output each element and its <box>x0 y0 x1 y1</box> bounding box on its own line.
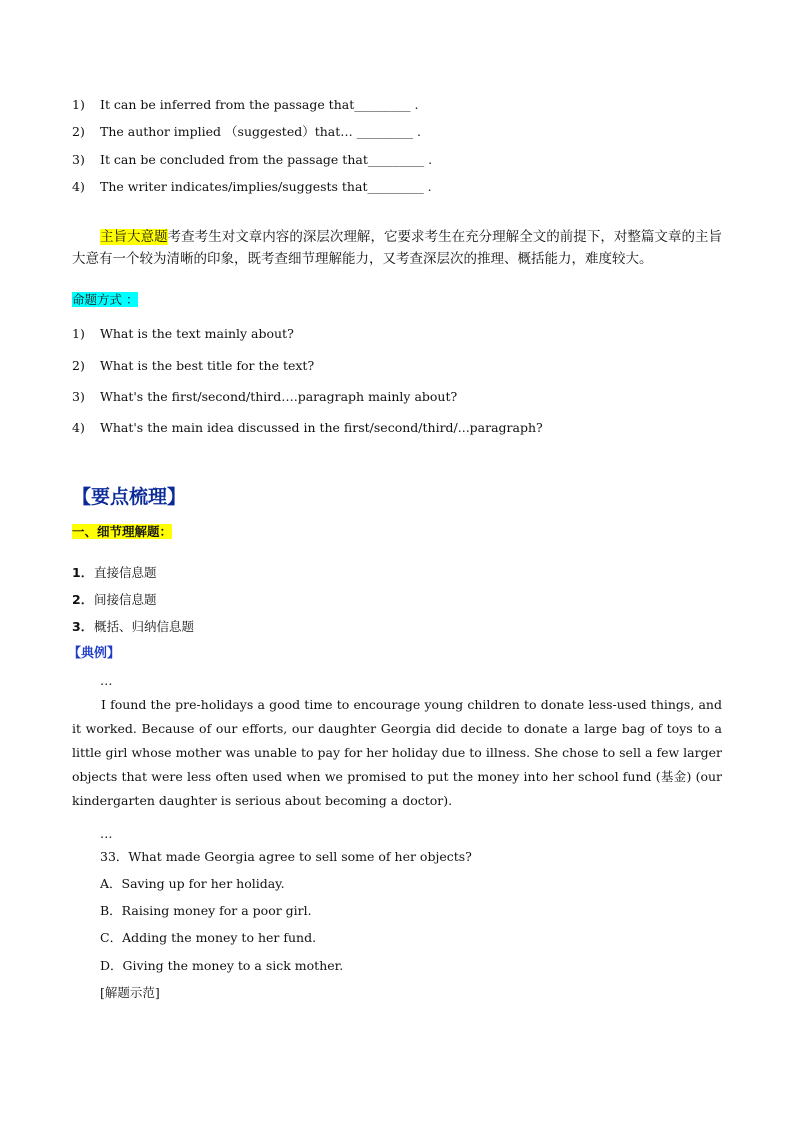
list-number: 3) <box>72 389 85 404</box>
list-number: 2) <box>72 124 85 139</box>
list-item <box>72 592 157 608</box>
list-number: 4) <box>72 420 85 435</box>
list-text: 概括、归纳信息题 <box>94 619 195 634</box>
section-title: 【要点梳理】 <box>72 486 187 508</box>
subsection-title: 一、细节理解题： <box>72 524 173 539</box>
list-item <box>72 358 314 374</box>
list-number: 1) <box>72 97 85 112</box>
list-item <box>72 326 294 342</box>
list-number: 1) <box>72 326 85 341</box>
list-number: 4) <box>72 179 85 194</box>
example-label: 【典例】 <box>68 646 121 661</box>
question-text: 33．What made Georgia agree to sell some of her objects? <box>100 849 472 864</box>
list-text: The author implied （suggested）that… _________ . <box>100 124 421 139</box>
list-text: What is the text mainly about? <box>100 326 294 341</box>
list-text: 间接信息题 <box>94 592 157 607</box>
ellipsis: … <box>100 826 113 841</box>
ellipsis: … <box>100 673 113 688</box>
list-item <box>72 619 194 635</box>
method-label: 命题方式 ： <box>72 292 139 307</box>
main-idea-text: 考查考生对文章内容的深层次理解，它要求考生在充分理解全文的前提下，对整篇文章的主旨大意有一个较为清晰的印象，既考查细节理解能力，又考查深层次的推理、概括能力，难度较大。 <box>72 229 723 267</box>
list-item <box>72 420 543 436</box>
list-number: 3． <box>72 619 94 634</box>
list-number: 2． <box>72 592 94 607</box>
list-text: What's the first/second/third….paragraph mainly about? <box>100 389 458 404</box>
passage-paragraph: I found the pre-holidays a good time to encourage young children to donate less-used things, and it worked. Because of our efforts, our daughter Georgia did decide to donate a large bag of toys to a little girl whose mother was unable to pay for her holiday due to illness. She chose to sell a few larger objects that were less often used when we promised to put the money into her school fund (基金) (our kindergarten daughter is serious about becoming a doctor). <box>72 697 722 808</box>
method-label-line <box>72 292 138 308</box>
solution-label: [解题示范] <box>100 985 160 1000</box>
main-idea-highlight: 主旨大意题 <box>100 229 168 245</box>
list-text: It can be inferred from the passage that_________ . <box>100 97 419 112</box>
list-text: What's the main idea discussed in the first/second/third/...paragraph? <box>100 420 543 435</box>
list-text: It can be concluded from the passage that_________ . <box>100 152 433 167</box>
list-text: 直接信息题 <box>94 565 157 580</box>
option-c: C．Adding the money to her fund. <box>100 930 317 945</box>
list-item <box>72 124 421 140</box>
list-number: 3) <box>72 152 85 167</box>
list-item <box>72 97 418 113</box>
main-idea-paragraph <box>72 226 722 270</box>
option-a: A．Saving up for her holiday. <box>100 876 285 891</box>
list-item <box>72 565 157 581</box>
list-item <box>72 179 432 195</box>
option-b: B．Raising money for a poor girl. <box>100 903 312 918</box>
list-text: What is the best title for the text? <box>100 358 315 373</box>
subsection-title-line <box>72 524 172 540</box>
option-d: D．Giving the money to a sick mother. <box>100 958 344 973</box>
list-text: The writer indicates/implies/suggests that_________ . <box>100 179 432 194</box>
list-item <box>72 152 432 168</box>
list-number: 2) <box>72 358 85 373</box>
list-number: 1． <box>72 565 94 580</box>
list-item <box>72 389 457 405</box>
